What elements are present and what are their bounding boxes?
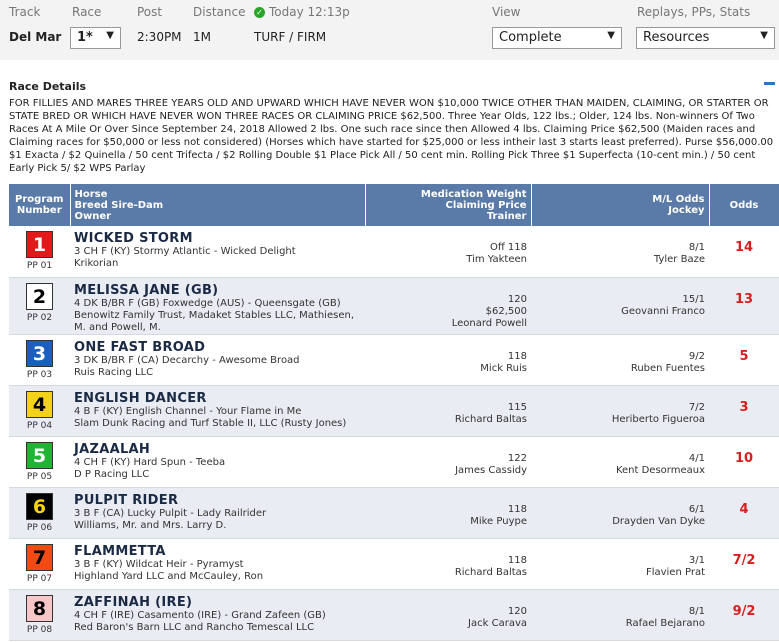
horse-name[interactable]: JAZAALAH — [74, 441, 151, 457]
horse-cell — [70, 538, 365, 589]
medication-weight: Off 118 — [489, 242, 527, 253]
table-row[interactable] — [9, 589, 779, 640]
jockey[interactable]: Geovanni Franco — [621, 305, 705, 317]
morning-line-odds: 6/1 — [688, 503, 705, 515]
trainer[interactable]: James Cassidy — [455, 464, 527, 476]
program-cell — [9, 538, 70, 589]
table-row[interactable] — [9, 487, 779, 538]
breed-sire-dam: 3 B F (KY) Wildcat Heir - Pyramyst — [74, 558, 244, 570]
program-cell — [9, 385, 70, 436]
medication-cell — [365, 487, 531, 538]
ml-odds-cell — [531, 436, 709, 487]
live-odds: 7/2 — [709, 538, 779, 589]
trainer[interactable]: Mike Puype — [470, 515, 527, 527]
horse-name[interactable]: FLAMMETTA — [74, 543, 166, 559]
race-header-bar — [0, 0, 779, 60]
horse-cell — [70, 334, 365, 385]
post-time: 2:30PM — [137, 30, 182, 44]
table-row[interactable] — [9, 226, 779, 277]
ml-odds-cell — [531, 487, 709, 538]
horse-cell — [70, 589, 365, 640]
owner: Ruis Racing LLC — [74, 366, 154, 378]
morning-line-odds: 15/1 — [682, 293, 705, 305]
trainer[interactable]: Richard Baltas — [454, 566, 527, 578]
saddle-cloth-number: 3 — [26, 340, 53, 367]
medication-cell — [365, 436, 531, 487]
live-odds: 13 — [709, 277, 779, 334]
breed-sire-dam: 3 DK B/BR F (CA) Decarchy - Awesome Broad — [74, 354, 300, 366]
jockey[interactable]: Flavien Prat — [645, 566, 705, 578]
horse-name[interactable]: ENGLISH DANCER — [74, 390, 207, 406]
horse-cell — [70, 436, 365, 487]
race-label: Race — [72, 5, 102, 19]
horse-name[interactable]: ZAFFINAH (IRE) — [74, 594, 193, 610]
owner: Slam Dunk Racing and Turf Stable II, LLC (Rusty Jones) — [74, 417, 347, 429]
saddle-cloth-number: 5 — [26, 442, 53, 469]
post-position: PP 03 — [26, 369, 53, 380]
live-odds: 4 — [709, 487, 779, 538]
owner: Highland Yard LLC and McCauley, Ron — [74, 570, 264, 582]
ml-odds-cell — [531, 589, 709, 640]
table-row[interactable] — [9, 334, 779, 385]
jockey[interactable]: Ruben Fuentes — [630, 362, 705, 374]
ml-odds-header[interactable]: M/L Odds Jockey — [531, 184, 709, 226]
medication-weight: 118 — [507, 503, 527, 515]
table-header-row — [9, 184, 779, 226]
program-cell — [9, 277, 70, 334]
program-number-header[interactable]: Program Number — [9, 184, 70, 226]
post-position: PP 07 — [26, 573, 53, 584]
horse-cell — [70, 385, 365, 436]
medication-cell — [365, 277, 531, 334]
view-label: View — [492, 5, 521, 19]
medication-weight: 122 — [507, 452, 527, 464]
saddle-cloth-number: 7 — [26, 544, 53, 571]
medication-cell — [365, 538, 531, 589]
morning-line-odds: 4/1 — [688, 452, 705, 464]
post-position: PP 01 — [26, 261, 53, 271]
live-odds: 14 — [709, 226, 779, 277]
odds-header[interactable]: Odds — [709, 184, 779, 226]
morning-line-odds: 7/2 — [688, 401, 705, 413]
horse-name[interactable]: MELISSA JANE (GB) — [74, 282, 219, 298]
table-row[interactable] — [9, 436, 779, 487]
jockey[interactable]: Drayden Van Dyke — [612, 515, 705, 527]
distance-label: Distance — [193, 5, 246, 19]
live-odds: 5 — [709, 334, 779, 385]
chevron-down-icon: ▼ — [760, 30, 768, 41]
breed-sire-dam: 4 DK B/BR F (GB) Foxwedge (AUS) - Queensgate (GB) — [74, 297, 341, 309]
program-cell — [9, 226, 70, 277]
breed-sire-dam: 3 B F (CA) Lucky Pulpit - Lady Railrider — [74, 507, 267, 519]
medication-weight: 118 — [507, 350, 527, 362]
saddle-cloth-number: 2 — [26, 283, 53, 310]
owner: D P Racing LLC — [74, 468, 150, 480]
post-position: PP 05 — [26, 471, 53, 482]
ml-odds-cell — [531, 334, 709, 385]
replays-select[interactable] — [636, 27, 775, 49]
race-status-text: Today 12:13p — [269, 5, 350, 19]
horse-header[interactable]: Horse Breed Sire-Dam Owner — [70, 184, 365, 226]
owner: Red Baron's Barn LLC and Rancho Temescal LLC — [74, 621, 315, 633]
trainer[interactable]: Richard Baltas — [454, 413, 527, 425]
check-circle-icon: ✓ — [254, 7, 265, 18]
view-select[interactable] — [492, 27, 622, 49]
collapse-icon[interactable] — [764, 82, 775, 85]
track-label: Track — [9, 5, 41, 19]
owner: Benowitz Family Trust, Madaket Stables LLC, Mathiesen, M. and Powell, M. — [74, 309, 354, 333]
morning-line-odds: 3/1 — [688, 554, 705, 566]
post-position: PP 04 — [26, 420, 53, 431]
post-position: PP 08 — [26, 624, 53, 635]
ml-odds-cell — [531, 538, 709, 589]
medication-header[interactable]: Medication Weight Claiming Price Trainer — [365, 184, 531, 226]
jockey[interactable]: Heriberto Figueroa — [611, 413, 705, 425]
chevron-down-icon: ▼ — [607, 30, 615, 41]
jockey[interactable]: Rafael Bejarano — [625, 617, 705, 629]
race-status — [254, 5, 350, 19]
race-distance: 1M — [193, 30, 211, 44]
trainer[interactable]: Mick Ruis — [480, 362, 527, 374]
jockey[interactable]: Kent Desormeaux — [615, 464, 705, 476]
trainer[interactable]: Leonard Powell — [451, 317, 527, 329]
table-row[interactable] — [9, 277, 779, 334]
breed-sire-dam: 4 CH F (IRE) Casamento (IRE) - Grand Zafeen (GB) — [74, 609, 326, 621]
ml-odds-cell — [531, 277, 709, 334]
horse-cell — [70, 277, 365, 334]
morning-line-odds: 9/2 — [688, 350, 705, 362]
ml-odds-cell — [531, 226, 709, 277]
trainer[interactable]: Tim Yakteen — [466, 254, 527, 265]
program-cell — [9, 436, 70, 487]
program-cell — [9, 589, 70, 640]
entries-table — [9, 184, 779, 641]
replays-select-value: Resources — [643, 30, 710, 45]
breed-sire-dam: 4 CH F (KY) Hard Spun - Teeba — [74, 456, 226, 468]
medication-cell — [365, 589, 531, 640]
medication-cell — [365, 334, 531, 385]
morning-line-odds: 8/1 — [688, 605, 705, 617]
post-position: PP 06 — [26, 522, 53, 533]
horse-name[interactable]: ONE FAST BROAD — [74, 339, 206, 355]
breed-sire-dam: 3 CH F (KY) Stormy Atlantic - Wicked Delight — [74, 246, 296, 257]
live-odds: 3 — [709, 385, 779, 436]
race-select[interactable] — [70, 27, 121, 49]
saddle-cloth-number: 1 — [26, 231, 53, 258]
medication-weight: 120 — [507, 605, 527, 617]
ml-odds-cell — [531, 385, 709, 436]
owner: Krikorian — [74, 258, 119, 269]
chevron-down-icon: ▼ — [106, 30, 114, 41]
replays-label: Replays, PPs, Stats — [637, 5, 751, 19]
post-label: Post — [137, 5, 163, 19]
medication-cell — [365, 385, 531, 436]
table-row[interactable] — [9, 385, 779, 436]
race-select-value: 1* — [77, 30, 93, 45]
track-name: Del Mar — [9, 30, 62, 44]
morning-line-odds: 8/1 — [688, 242, 705, 253]
race-surface: TURF / FIRM — [254, 30, 327, 44]
view-select-value: Complete — [499, 30, 562, 45]
medication-weight: 120 — [507, 293, 527, 305]
live-odds: 10 — [709, 436, 779, 487]
horse-cell — [70, 487, 365, 538]
live-odds: 9/2 — [709, 589, 779, 640]
trainer[interactable]: Jack Carava — [468, 617, 527, 629]
medication-cell — [365, 226, 531, 277]
program-cell — [9, 487, 70, 538]
table-row[interactable] — [9, 538, 779, 589]
horse-cell — [70, 226, 365, 277]
saddle-cloth-number: 8 — [26, 595, 53, 622]
medication-weight: 115 — [507, 401, 527, 413]
race-details-title: Race Details — [9, 80, 87, 93]
saddle-cloth-number: 6 — [26, 493, 53, 520]
medication-weight: 118 — [507, 554, 527, 566]
saddle-cloth-number: 4 — [26, 391, 53, 418]
program-cell — [9, 334, 70, 385]
claiming-price: $62,500 — [485, 305, 527, 317]
jockey[interactable]: Tyler Baze — [653, 254, 705, 265]
owner: Williams, Mr. and Mrs. Larry D. — [74, 519, 227, 531]
horse-name[interactable]: WICKED STORM — [74, 231, 193, 246]
race-conditions-text: FOR FILLIES AND MARES THREE YEARS OLD AND UPWARD WHICH HAVE NEVER WON $10,000 TWICE OTHER THAN MAIDEN, CLAIMING, OR STARTER OR STATE BRED OR WHICH HAVE NEVER WON THREE RACES OR CLAIMING PRICE $62,500. Three Year Olds, 122 lbs.; Older, 124 lbs. Non-winners Of Two Races At A Mile Or Over Since September 24, 2018 Allowed 2 lbs. One such race since then Allowed 4 lbs. Claiming Price $62,500 (Maiden races and Claiming races for $50,000 or less not considered) (Horses which have started for $25,000 or less intheir last 3 starts least preferred). Purse $56,000.00 $1 Exacta / $2 Quinella / 50 cent Trifecta / $2 Rolling Double $1 Place Pick All / 50 cent min. Rolling Pick Three $1 Superfecta (10-cent min.) / 50 cent Early Pick 5/ $2 WPS Parlay — [9, 98, 774, 174]
breed-sire-dam: 4 B F (KY) English Channel - Your Flame in Me — [74, 405, 302, 417]
horse-name[interactable]: PULPIT RIDER — [74, 492, 179, 508]
post-position: PP 02 — [26, 312, 53, 323]
